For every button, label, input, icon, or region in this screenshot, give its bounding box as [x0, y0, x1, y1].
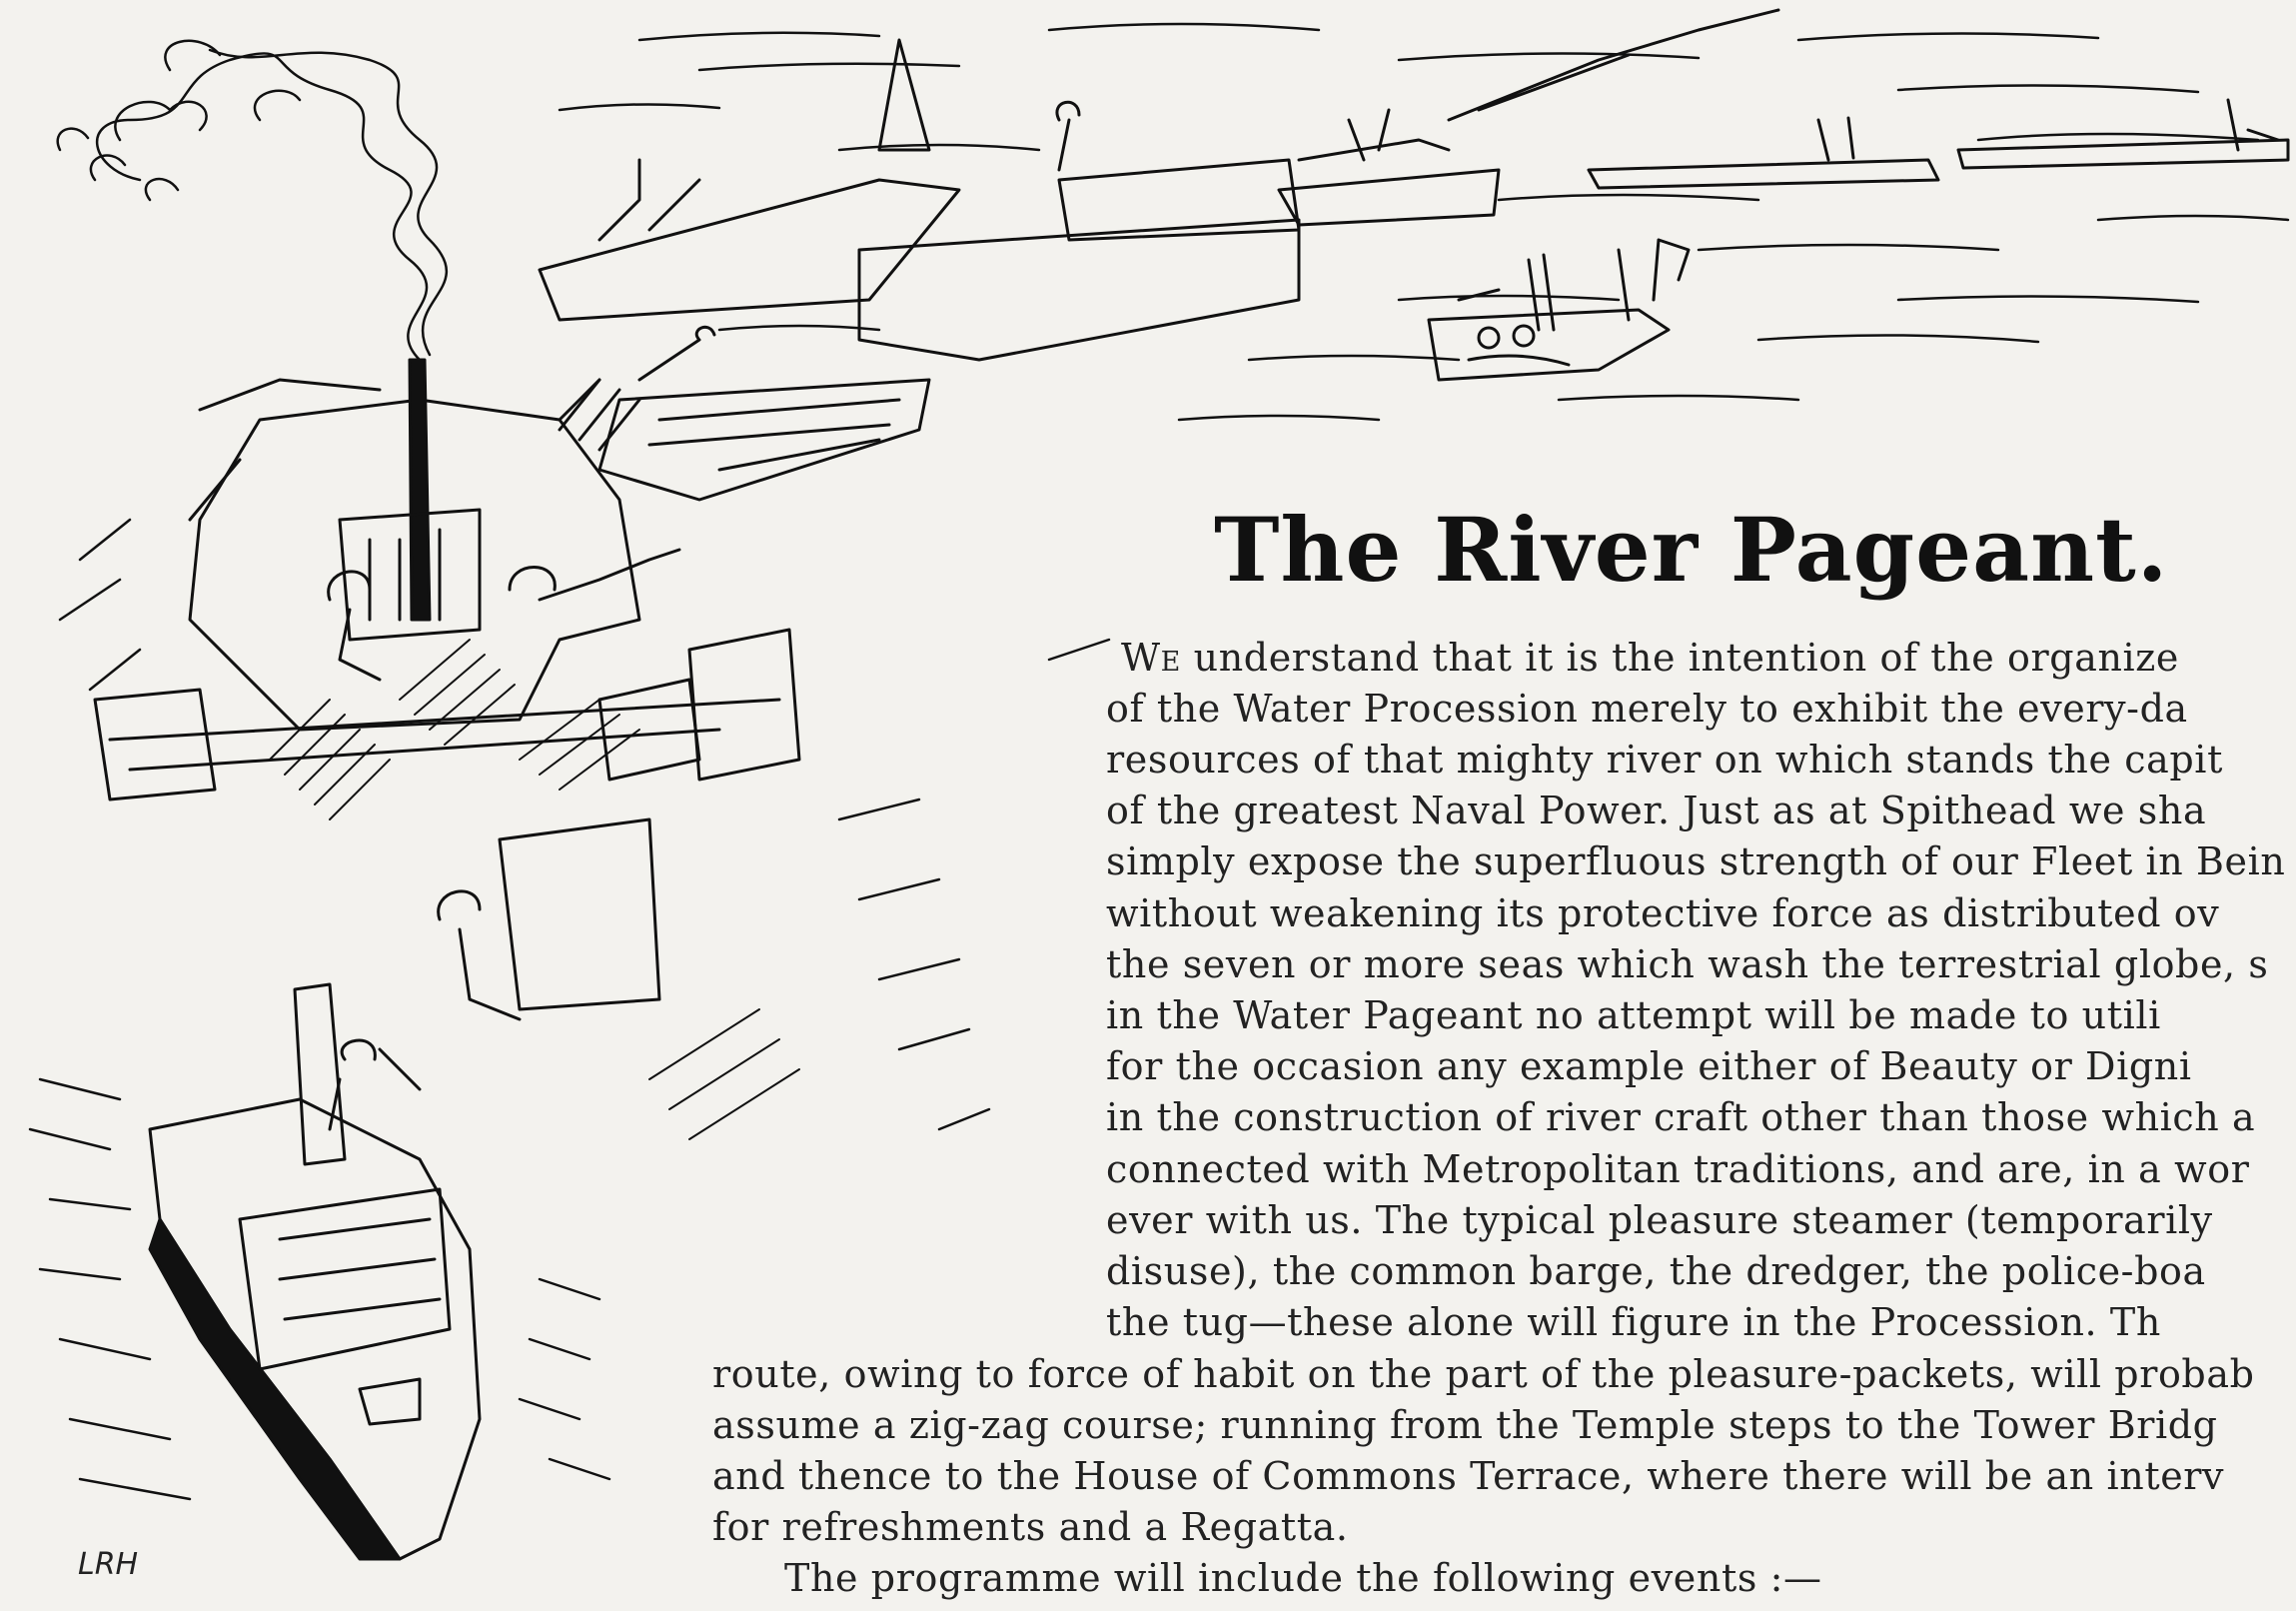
- middle-boats: [540, 40, 1299, 500]
- article-line-5: simply expose the superfluous strength of our Fleet in Bein: [1106, 839, 2286, 883]
- distant-boats: [1279, 10, 2288, 225]
- artist-signature: LRH: [78, 1547, 139, 1582]
- article-line-17: and thence to the House of Commons Terrace, where there will be an interv: [712, 1454, 2225, 1498]
- drop-word: We: [1121, 636, 1181, 680]
- article-line-8: in the Water Pageant no attempt will be made to utili: [1106, 993, 2161, 1037]
- article-line-14: the tug—these alone will figure in the Procession. Th: [1106, 1300, 2161, 1344]
- article-line-13: disuse), the common barge, the dredger, the police-boa: [1106, 1249, 2206, 1293]
- paddle-steamer: [95, 360, 799, 1009]
- article-line-9: for the occasion any example either of Beauty or Digni: [1106, 1044, 2192, 1088]
- article-line-16: assume a zig-zag course; running from the Temple steps to the Tower Bridg: [712, 1403, 2218, 1447]
- article-line-3: resources of that mighty river on which stands the capit: [1106, 738, 2223, 782]
- article-line-18: for refreshments and a Regatta.: [712, 1505, 1349, 1549]
- water-lines: [560, 24, 2288, 420]
- article-line-7: the seven or more seas which wash the terrestrial globe, s: [1106, 942, 2269, 986]
- article-line-19: The programme will include the following events :—: [784, 1556, 1822, 1600]
- foreground-launch: [150, 891, 520, 1559]
- tug-boat: [1429, 240, 1689, 380]
- article-line-10: in the construction of river craft other than those which a: [1106, 1095, 2256, 1139]
- article-line-12: ever with us. The typical pleasure steamer (temporarily: [1106, 1198, 2213, 1242]
- article-title: The River Pageant.: [1214, 498, 2169, 602]
- article-line-2: of the Water Procession merely to exhibit the every-da: [1106, 687, 2188, 731]
- article-line-11: connected with Metropolitan traditions, and are, in a wor: [1106, 1147, 2250, 1191]
- article-line-6: without weakening its protective force as distributed ov: [1106, 891, 2220, 935]
- article-line-4: of the greatest Naval Power. Just as at Spithead we sha: [1106, 789, 2207, 832]
- article-line-1: We understand that it is the intention of the organize: [1121, 636, 2179, 680]
- smoke-plume: [58, 41, 447, 360]
- article-line-15: route, owing to force of habit on the part of the pleasure-packets, will probab: [712, 1352, 2255, 1396]
